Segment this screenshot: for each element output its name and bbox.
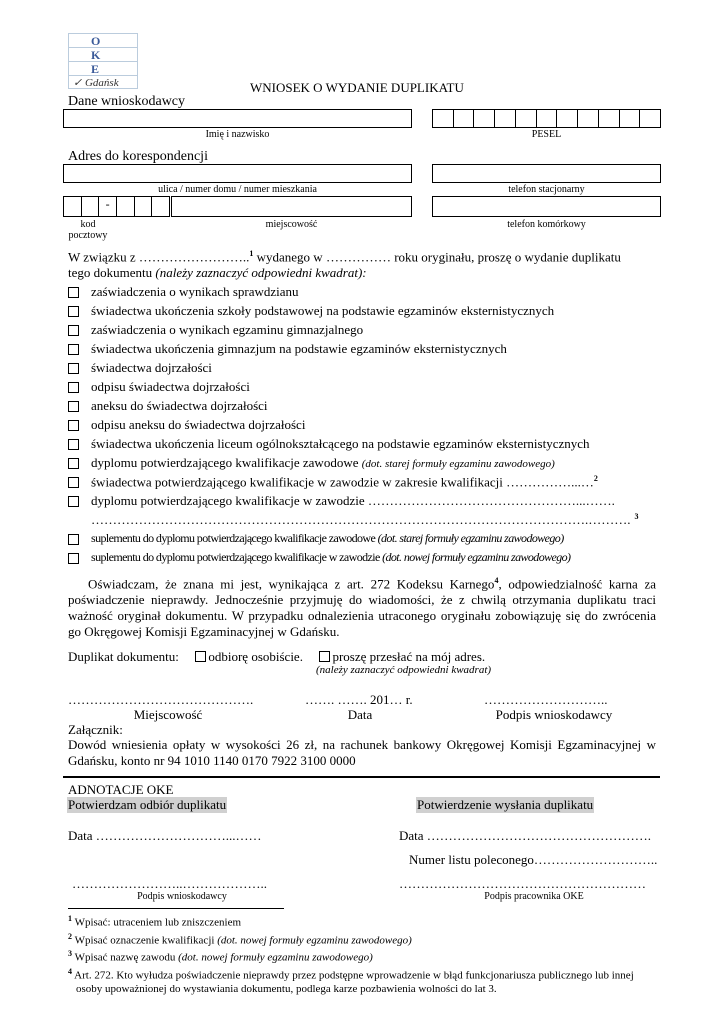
footnote-1: $^1$ Wpisać: utraceniem lub zniszczeniem	[68, 914, 242, 929]
postal-caption: kod pocztowy	[68, 219, 108, 241]
pickup-label: odbiorę osobiście.	[208, 649, 303, 664]
pesel-caption: PESEL	[531, 129, 562, 140]
shipment-sign-dots: …………………………………………………	[399, 876, 646, 891]
postal-code-field[interactable]	[63, 196, 170, 217]
logo-letter-k: K	[68, 47, 138, 61]
page-title: WNIOSEK O WYDANIE DUPLIKATU	[250, 80, 464, 95]
checkbox[interactable]	[68, 477, 79, 488]
list-item[interactable]: świadectwa ukończenia liceum ogólnokształcącego na podstawie egzaminów eksternistycznych	[68, 436, 668, 455]
receipt-sign-dots: ……………………..………………..	[72, 876, 267, 891]
city-caption: miejscowość	[265, 219, 318, 230]
intro-paragraph	[68, 246, 660, 281]
street-caption: ulica / numer domu / numer mieszkania	[158, 184, 317, 195]
list-item[interactable]: suplementu do dyplomu potwierdzającego kwalifikacje w zawodzie (dot. nowej formuły egzaminu zawodowego)	[68, 550, 668, 569]
list-item[interactable]: świadectwa dojrzałości	[68, 360, 668, 379]
list-item[interactable]: świadectwa potwierdzającego kwalifikacje w zawodzie w zakresie kwalifikacji ……………...…$^2$	[68, 474, 668, 493]
receipt-date: Data …………………………...……	[68, 828, 262, 843]
checkbox[interactable]	[68, 363, 79, 374]
shipment-date: Data …………………………………………….	[399, 828, 652, 843]
divider	[63, 776, 660, 778]
checkbox[interactable]	[68, 439, 79, 450]
checkbox[interactable]	[68, 287, 79, 298]
footnote-rule	[68, 908, 284, 909]
shipment-title: Potwierdzenie wysłania duplikatu	[417, 797, 594, 812]
mail-checkbox[interactable]	[319, 651, 330, 662]
pesel-field[interactable]	[432, 109, 661, 128]
landline-caption: telefon stacjonarny	[508, 184, 585, 195]
list-item[interactable]: zaświadczenia o wynikach sprawdzianu	[68, 284, 668, 303]
checkbox[interactable]	[68, 382, 79, 393]
date-caption: Data	[347, 707, 373, 722]
name-field[interactable]	[63, 109, 412, 128]
footnote-4: $^4$ Art. 272. Kto wyłudza poświadczenie nieprawdy przez podstępne wprowadzenie w błąd funkcjonariusza publicznego lub innej osoby upoważnionej do wystawiania dokumentu, podlega karze pozbawienia wolności do lat 3.	[68, 966, 634, 995]
delivery-label: Duplikat dokumentu:	[68, 649, 179, 664]
footnotes	[68, 912, 660, 996]
list-item[interactable]: suplementu do dyplomu potwierdzającego kwalifikacje zawodowe (dot. starej formuły egzaminu zawodowego)	[68, 531, 668, 550]
city-field[interactable]	[171, 196, 412, 217]
oke-logo	[68, 33, 138, 89]
list-item[interactable]: dyplomu potwierdzającego kwalifikacje w zawodzie …………………………………………...…….	[68, 493, 668, 512]
intro-line-2: tego dokumentu (należy zaznaczyć odpowiedni kwadrat):	[68, 265, 367, 281]
list-item[interactable]: zaświadczenia o wynikach egzaminu gimnazjalnego	[68, 322, 668, 341]
mail-label: proszę przesłać na mój adres.	[332, 649, 486, 664]
list-item[interactable]: odpisu aneksu do świadectwa dojrzałości	[68, 417, 668, 436]
list-item[interactable]: świadectwa ukończenia gimnazjum na podstawie egzaminów eksternistycznych	[68, 341, 668, 360]
footnote-2: $^2$ Wpisać oznaczenie kwalifikacji (dot. nowej formuły egzaminu zawodowego)	[68, 931, 412, 947]
registered-letter-number: Numer listu poleconego………………………..	[409, 852, 658, 867]
delivery-note: (należy zaznaczyć odpowiedni kwadrat)	[316, 664, 492, 676]
pickup-checkbox[interactable]	[195, 651, 206, 662]
list-item[interactable]: aneksu do świadectwa dojrzałości	[68, 398, 668, 417]
landline-field[interactable]	[432, 164, 661, 183]
checkbox[interactable]	[68, 344, 79, 355]
checkbox[interactable]	[68, 325, 79, 336]
place-caption: Miejscowość	[133, 707, 203, 722]
list-item[interactable]: dyplomu potwierdzającego kwalifikacje zawodowe (dot. starej formuły egzaminu zawodowego)	[68, 455, 668, 474]
delivery-choice	[68, 649, 668, 665]
attachment-label: Załącznik:	[68, 722, 123, 737]
sign-dots: ………………………..	[484, 692, 608, 707]
name-caption: Imię i nazwisko	[205, 129, 270, 140]
place-dots: …………………………………….	[68, 692, 254, 707]
mobile-caption: telefon komórkowy	[507, 219, 586, 230]
logo-city: ✓ Gdańsk	[68, 75, 138, 89]
checkbox[interactable]	[68, 306, 79, 317]
document-type-list	[68, 284, 668, 569]
mobile-field[interactable]	[432, 196, 661, 217]
footnote-3: $^3$ Wpisać nazwę zawodu (dot. nowej formuły egzaminu zawodowego)	[68, 949, 373, 964]
intro-line-1: W związku z ……………………..$^1$ wydanego w …………… roku oryginału, proszę o wydanie duplikatu	[68, 249, 621, 265]
oke-heading: ADNOTACJE OKE	[68, 782, 174, 797]
checkbox[interactable]	[68, 401, 79, 412]
street-field[interactable]	[63, 164, 412, 183]
receipt-sign-caption: Podpis wnioskodawcy	[137, 891, 227, 902]
checkbox[interactable]	[68, 534, 79, 545]
checkbox[interactable]	[68, 420, 79, 431]
attachment-text: Dowód wniesienia opłaty w wysokości 26 zł, na rachunek bankowy Okręgowej Komisji Egzaminacyjnej w Gdańsku, konto nr 94 1010 1140 0170 7922 3100 0000	[68, 737, 656, 768]
list-item[interactable]: odpisu świadectwa dojrzałości	[68, 379, 668, 398]
declaration-paragraph: Oświadczam, że znana mi jest, wynikająca z art. 272 Kodeksu Karnego$^4$, odpowiedzialność karna za poświadczenie nieprawdy. Jednocześnie przyjmuję do wiadomości, że z chwilą otrzymania duplikatu traci ważność oryginał dokumentu. W przypadku odnalezienia utraconego oryginału zobowiązuję się do zwrócenia go Okręgowej Komisji Egzaminacyjnej w Gdańsku.	[68, 576, 656, 640]
list-item[interactable]: świadectwa ukończenia szkoły podstawowej na podstawie egzaminów eksternistycznych	[68, 303, 668, 322]
sign-caption: Podpis wnioskodawcy	[495, 707, 613, 722]
receipt-title: Potwierdzam odbiór duplikatu	[68, 797, 227, 812]
checkbox[interactable]	[68, 553, 79, 564]
address-heading: Adres do korespondencji	[68, 149, 208, 164]
checkbox[interactable]	[68, 496, 79, 507]
shipment-sign-caption: Podpis pracownika OKE	[484, 891, 584, 902]
date-dots: ……. ……. 201… r.	[305, 692, 413, 707]
postal-dash: -	[99, 197, 117, 216]
list-item-continuation: …………………………………………………………………………………………………….………. $^3$	[91, 512, 639, 527]
logo-letter-o: O	[68, 33, 138, 47]
logo-letter-e: E	[68, 61, 138, 75]
applicant-heading: Dane wnioskodawcy	[68, 94, 186, 109]
checkbox[interactable]	[68, 458, 79, 469]
